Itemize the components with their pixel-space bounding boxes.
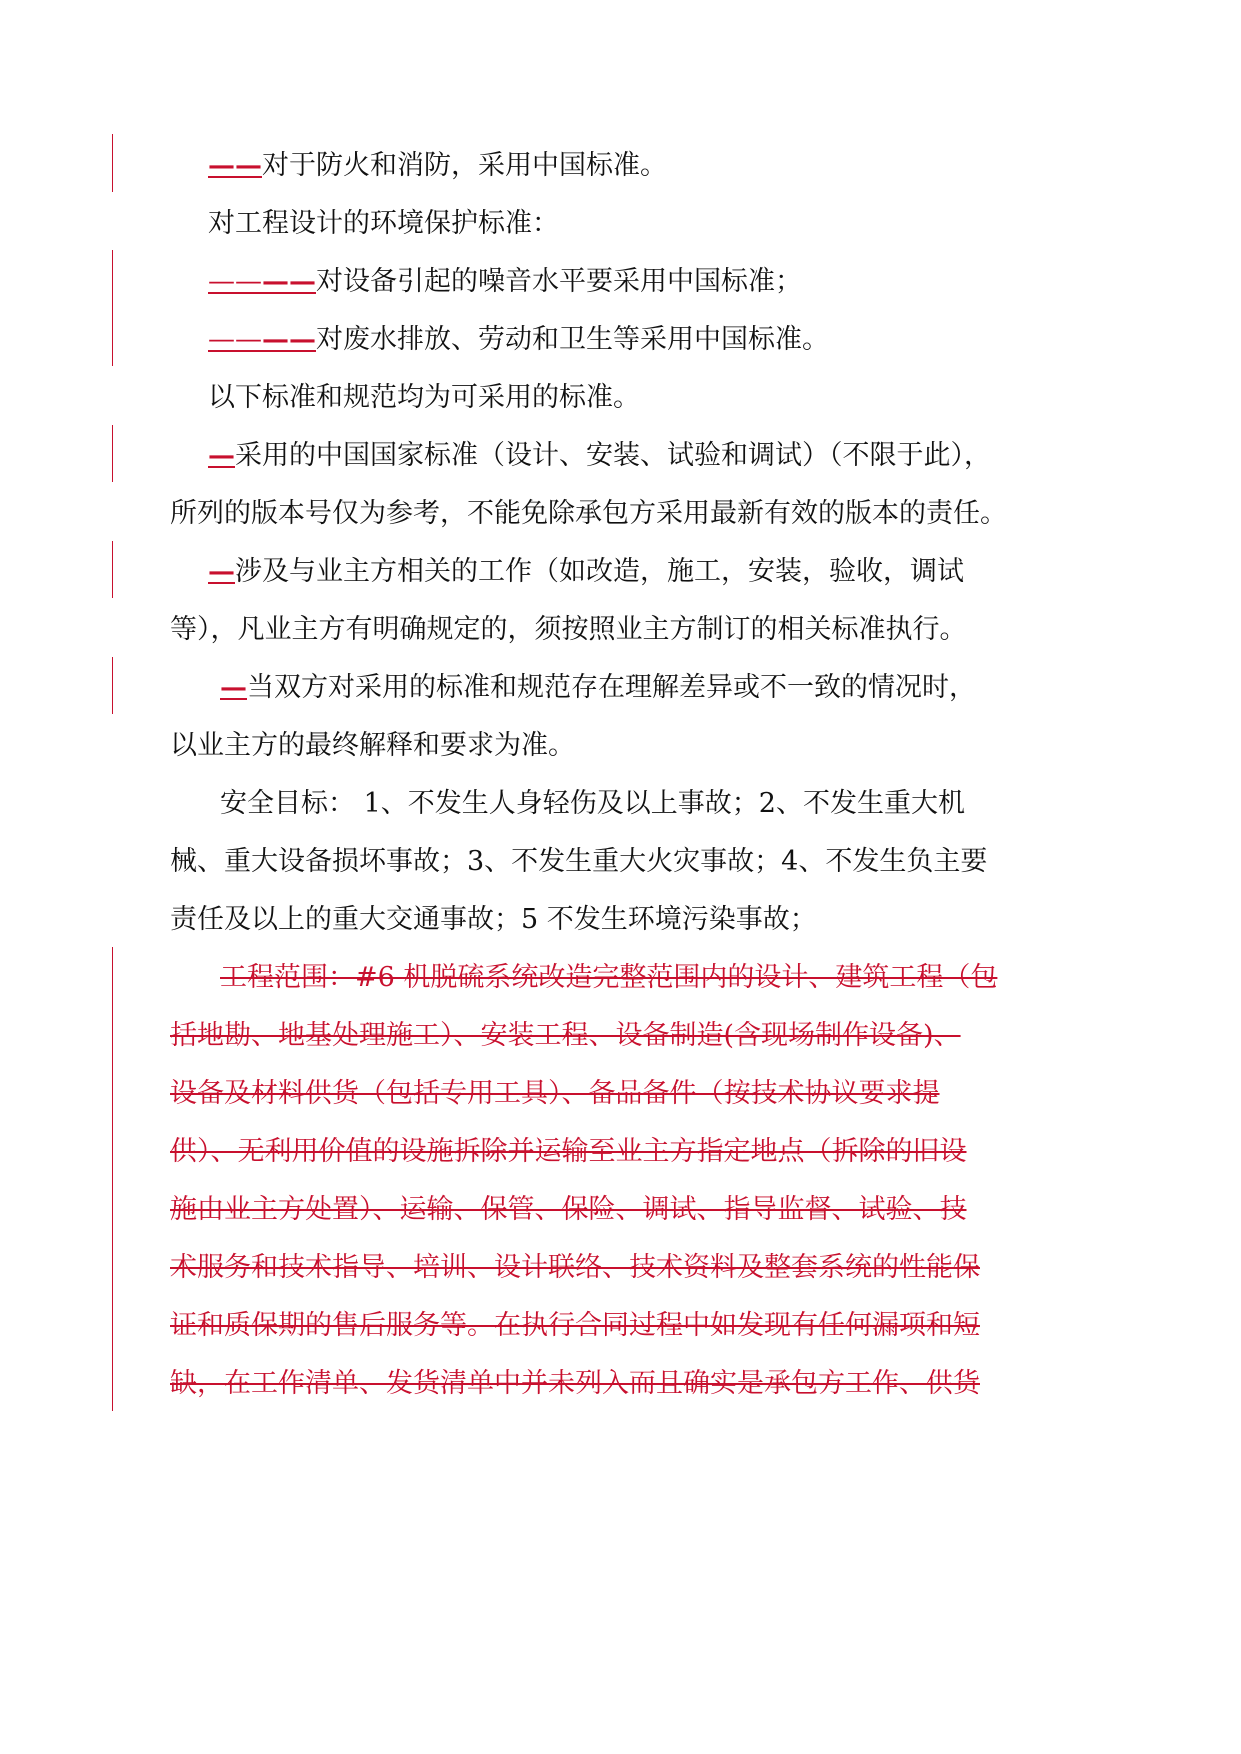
inserted-dash: — xyxy=(208,556,235,587)
change-bar xyxy=(112,425,113,482)
paragraph-text: 对设备引起的噪音水平要采用中国标准； xyxy=(316,266,802,297)
deleted-scope-line: 缺，在工作清单、发货清单中并未列入而且确实是承包方工作、供货 xyxy=(170,1368,980,1399)
change-bar xyxy=(112,250,113,366)
paragraph-text: 所列的版本号仅为参考，不能免除承包方采用最新有效的版本的责任。 xyxy=(170,498,1007,529)
paragraph-text: 涉及与业主方相关的工作（如改造，施工，安装，验收，调试 xyxy=(235,556,964,587)
paragraph-standards-intro xyxy=(208,378,640,418)
paragraph-national-standards-line2 xyxy=(170,494,1007,534)
paragraph-fire-protection xyxy=(208,146,667,186)
paragraph-text: 以业主方的最终解释和要求为准。 xyxy=(170,730,575,761)
paragraph-wastewater xyxy=(208,320,829,360)
deleted-scope-line: 供）、无利用价值的设施拆除并运输至业主方指定地点（拆除的旧设 xyxy=(170,1136,967,1167)
inserted-dash: — xyxy=(220,672,247,703)
change-bar xyxy=(112,657,113,714)
deleted-scope-line: 设备及材料供货（包括专用工具）、备品备件（按技术协议要求提 xyxy=(170,1078,940,1109)
deleted-scope-line: 术服务和技术指导、培训、设计联络、技术资料及整套系统的性能保 xyxy=(170,1252,980,1283)
inserted-dash: —— xyxy=(208,324,262,355)
paragraph-text: 等），凡业主方有明确规定的，须按照业主方制订的相关标准执行。 xyxy=(170,614,967,645)
inserted-dash: —— xyxy=(208,266,262,297)
paragraph-dispute-line2 xyxy=(170,726,575,766)
inserted-dash: —— xyxy=(208,150,262,181)
change-bar xyxy=(112,947,113,1411)
paragraph-safety-goals-line1 xyxy=(220,784,965,824)
inserted-dash: — xyxy=(208,440,235,471)
paragraph-safety-goals-line2 xyxy=(170,842,987,882)
deleted-scope-line: 证和质保期的售后服务等。在执行合同过程中如发现有任何漏项和短 xyxy=(170,1310,980,1341)
change-bar xyxy=(112,134,113,192)
paragraph-owner-work-line1 xyxy=(208,552,964,592)
paragraph-text: 当双方对采用的标准和规范存在理解差异或不一致的情况时， xyxy=(247,672,976,703)
deleted-scope-line: 括地勘、地基处理施工）、安装工程、设备制造(含现场制作设备)、 xyxy=(170,1020,961,1051)
paragraph-national-standards-line1 xyxy=(208,436,991,476)
paragraph-text: 责任及以上的重大交通事故；5 不发生环境污染事故； xyxy=(170,904,817,935)
paragraph-text: 采用的中国国家标准（设计、安装、试验和调试）（不限于此）， xyxy=(235,440,991,471)
paragraph-text: 械、重大设备损坏事故；3、不发生重大火灾事故；4、不发生负主要 xyxy=(170,846,988,877)
paragraph-text: 对工程设计的环境保护标准： xyxy=(208,208,559,239)
inserted-dash: —— xyxy=(262,266,316,297)
paragraph-text: 对于防火和消防，采用中国标准。 xyxy=(262,150,667,181)
paragraph-dispute-line1 xyxy=(220,668,976,708)
deleted-scope-line: 工程范围：#6 机脱硫系统改造完整范围内的设计、建筑工程（包 xyxy=(220,962,998,993)
paragraph-text: 安全目标： 1、不发生人身轻伤及以上事故；2、不发生重大机 xyxy=(220,788,965,819)
paragraph-noise xyxy=(208,262,802,302)
paragraph-text: 以下标准和规范均为可采用的标准。 xyxy=(208,382,640,413)
deleted-scope-line: 施由业主方处置）、运输、保管、保险、调试、指导监督、试验、技 xyxy=(170,1194,967,1225)
inserted-dash: —— xyxy=(262,324,316,355)
paragraph-owner-work-line2 xyxy=(170,610,967,650)
paragraph-text: 对废水排放、劳动和卫生等采用中国标准。 xyxy=(316,324,829,355)
paragraph-environment-heading xyxy=(208,204,559,244)
paragraph-safety-goals-line3 xyxy=(170,900,817,940)
change-bar xyxy=(112,541,113,598)
